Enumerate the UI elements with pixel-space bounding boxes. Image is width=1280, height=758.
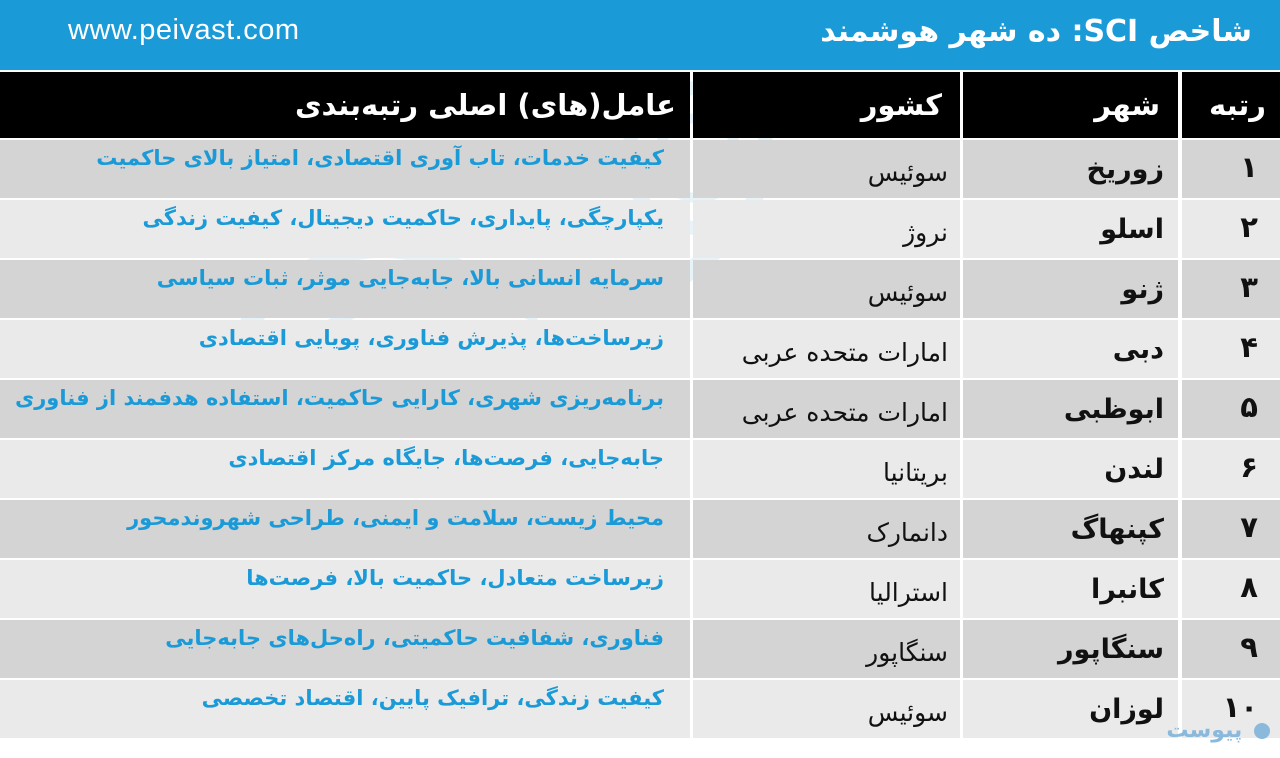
rank-cell: ۸: [1182, 560, 1280, 618]
country-cell: سنگاپور: [693, 620, 960, 678]
country-cell: سوئیس: [693, 260, 960, 318]
rank-cell: ۶: [1182, 440, 1280, 498]
rank-cell: ۹: [1182, 620, 1280, 678]
city-cell: ژنو: [963, 260, 1178, 318]
column-header-factors: عامل(های) اصلی رتبه‌بندی: [0, 72, 690, 138]
factors-cell: یکپارچگی، پایداری، حاکمیت دیجیتال، کیفیت زندگی: [0, 200, 690, 258]
table-row: [0, 680, 1280, 738]
country-cell: امارات متحده عربی: [693, 380, 960, 438]
table-row: [0, 440, 1280, 498]
factors-cell: محیط زیست، سلامت و ایمنی، طراحی شهروندمحور: [0, 500, 690, 558]
table-row: [0, 320, 1280, 378]
logo-text: پیوست: [1166, 718, 1243, 743]
city-cell: دبی: [963, 320, 1178, 378]
column-header-country: کشور: [693, 72, 960, 138]
country-cell: سوئیس: [693, 680, 960, 738]
logo-mark-icon: [1254, 723, 1270, 739]
column-header-rank: رتبه: [1182, 72, 1280, 138]
factors-cell: سرمایه انسانی بالا، جابه‌جایی موثر، ثبات سیاسی: [0, 260, 690, 318]
country-cell: سوئیس: [693, 140, 960, 198]
table-row: [0, 200, 1280, 258]
rank-cell: ۴: [1182, 320, 1280, 378]
rank-cell: ۷: [1182, 500, 1280, 558]
table-row: [0, 380, 1280, 438]
city-cell: اسلو: [963, 200, 1178, 258]
table-row: [0, 260, 1280, 318]
city-cell: ابوظبی: [963, 380, 1178, 438]
table-row: [0, 620, 1280, 678]
site-url[interactable]: www.peivast.com: [68, 14, 300, 46]
city-cell: کانبرا: [963, 560, 1178, 618]
country-cell: نروژ: [693, 200, 960, 258]
page-title: شاخص SCI: ده شهر هوشمند: [820, 14, 1252, 49]
factors-cell: زیرساخت متعادل، حاکمیت بالا، فرصت‌ها: [0, 560, 690, 618]
factors-cell: فناوری، شفافیت حاکمیتی، راه‌حل‌های جابه‌جایی: [0, 620, 690, 678]
top-banner: [0, 0, 1280, 70]
city-cell: زوریخ: [963, 140, 1178, 198]
city-cell: لندن: [963, 440, 1178, 498]
country-cell: امارات متحده عربی: [693, 320, 960, 378]
rank-cell: ۱: [1182, 140, 1280, 198]
rank-cell: ۱۰: [1182, 680, 1280, 738]
factors-cell: زیرساخت‌ها، پذیرش فناوری، پویایی اقتصادی: [0, 320, 690, 378]
city-cell: لوزان: [963, 680, 1178, 738]
table-row: [0, 140, 1280, 198]
rank-cell: ۳: [1182, 260, 1280, 318]
factors-cell: جابه‌جایی، فرصت‌ها، جایگاه مرکز اقتصادی: [0, 440, 690, 498]
factors-cell: برنامه‌ریزی شهری، کارایی حاکمیت، استفاده هدفمند از فناوری: [0, 380, 690, 438]
factors-cell: کیفیت خدمات، تاب آوری اقتصادی، امتیاز بالای حاکمیت: [0, 140, 690, 198]
country-cell: استرالیا: [693, 560, 960, 618]
city-cell: کپنهاگ: [963, 500, 1178, 558]
table-row: [0, 560, 1280, 618]
brand-logo: [1140, 718, 1270, 748]
country-cell: دانمارک: [693, 500, 960, 558]
rank-cell: ۵: [1182, 380, 1280, 438]
city-cell: سنگاپور: [963, 620, 1178, 678]
rank-cell: ۲: [1182, 200, 1280, 258]
column-header-city: شهر: [963, 72, 1178, 138]
factors-cell: کیفیت زندگی، ترافیک پایین، اقتصاد تخصصی: [0, 680, 690, 738]
country-cell: بریتانیا: [693, 440, 960, 498]
table-row: [0, 500, 1280, 558]
